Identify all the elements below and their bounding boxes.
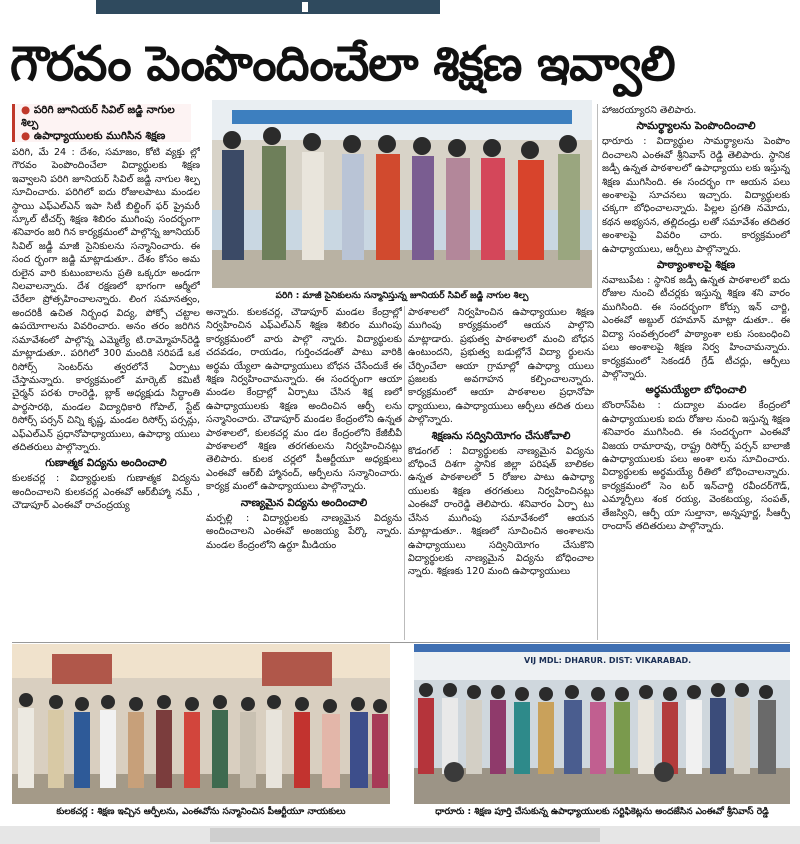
article-body-2: అన్నారు. కులకచర్ల, చౌడాపూర్ మండల కేంద్రాల్లో నిర్వహించిన ఎఫ్‌ఎల్‌ఎన్ శిక్షణ శిబిరం ముగింపు కార్యక్రమంలో వారు పాల్గొ న్నారు. విద్యార్థులకు చదవడం, రాయడం, గుర్తించడంతో పాటు వారికి అర్థమ య్యేలా ఉపాధ్యాయులు బోధన చేసేందుకే ఈ శిక్షణ నిర్వహించామన్నారు. ఈ సందర్భంగా ఆయా మండల కేంద్రాల్లో ఏర్పాటు చేసిన శిక్ష ణలో ఉపాధ్యాయులకు శిక్షణ అందించిన ఆర్పీ లను సన్మానించారు. చౌడాపూర్ మండల కేంద్రంలోని ఉన్నత పాఠశాలలో, కులకచర్ల మం డల కేంద్రంలోని కేజీబీవీ పాఠశాలలో శిక్షణ తరగతులను నిర్వహించినట్లు తెలిపారు. కులక చర్లలో పీఆర్టీయూ అధ్యక్షులు ఎంఈవో ఆర్‌బీ హ్మానంద్, ఆర్పీలను సన్మానించారు. కార్యక్ర మంలో ఉపాధ్యాయులు పాల్గొన్నారు.: [206, 307, 402, 493]
next-article-strip: [0, 826, 800, 844]
group-photo-kulakacharla: [12, 644, 390, 804]
masthead-mark: [302, 2, 308, 12]
column-divider: [404, 306, 405, 640]
subhead-bomraspet: అర్థమయ్యేలా బోధించాలి: [645, 384, 747, 397]
kicker-box: [12, 104, 191, 142]
kicker-line-2: [15, 130, 191, 143]
bullet-icon: ●: [21, 130, 34, 142]
article-body-marpalli: మర్పల్లి : విద్యార్థులకు నాణ్యమైన విద్యను అందించాలని ఎంఈవో అంజయ్య పేర్కొ న్నారు. మండల కేంద్రంలోని ఉర్దూ మీడియం: [206, 512, 402, 551]
subhead-kulakacharla: గుణాత్మక విద్యను అందించాలి: [45, 457, 167, 470]
kicker-text-2: ఉపాధ్యాయులకు ముగిసిన శిక్షణ: [33, 130, 166, 142]
article-body-nawabpet: నవాబుపేట : స్థానిక జడ్పీ ఉన్నత పాఠశాలలో ఐదు రోజుల నుంచి టీచర్లకు ఇస్తున్న శిక్షణ శని వారం ముగిసింది. ఈ సందర్భంగా కోర్సు ఇన్ చార్జి, ఎంఈవో అబ్దుల్ రహమాన్ మాట్లా డుతూ.. ఈ విద్యా సంవత్సరంలో పాఠ్యాంశా లకు సంబంధించి పలు అంశాలపై శిక్షణ నిర్వ హించామన్నారు. కార్యక్రమంలో సెకండరీ గ్రేడ్ టీచర్లు, ఆర్పీలు పాల్గొన్నారు.: [602, 275, 790, 380]
photo-top: [212, 100, 592, 288]
masthead-strip: [96, 0, 440, 14]
group-photo-felicitation: [212, 100, 592, 288]
article-column-1: [12, 146, 200, 640]
photo-bottom-right: [414, 644, 790, 804]
subhead-dharur: సామర్థ్యాలను పెంపొందించాలి: [636, 120, 756, 133]
article-intro: పరిగి, మే 24 : దేశం, సమాజం, కోటి వ్యక్తు ల్లో గౌరవం పెంపొందించేలా విద్యార్థులకు శిక్షణ ఇవ్వాలని పరిగి జూనియర్ సివిల్ జడ్జి నాగుల శిల్ప సూచించారు. పరిగిలో ఐదు రోజులపాటు మండల స్థాయి ఎఫ్‌ఎల్‌ఎన్ ఇపా సిటీ బిల్డింగ్ ఫర్ ప్రైమరీ స్కూల్ టీచర్స్ శిక్షణ శిబిరం ముగింపు సందర్భంగా శనివారం జరి గిన కార్యక్రమంలో పాల్గొన్న జూనియర్ సివిల్ జడ్జీ మాజీ సైనికులను సన్మానించారు. ఈ సంద ర్భంగా జడ్జి మాట్లాడుతూ.. దేశం కోసం అమ రులైన వారి కుటుంబాలను ప్రతి ఒక్కరూ అండగా నిలవాలన్నారు. దేశ రక్షణలో భాగంగా ఆర్మీలో చేరేలా ప్రోత్సహించాలన్నారు. లింగ సమానత్వం, అందరికీ ఉచిత నిర్బంధ విద్య, పోక్సో చట్టాల ఉపయోగాలను వివరించారు. అనం తరం జరిగిన సమావేశంలో పాల్గొన్న ఎమ్మెల్యే టి.రామ్మోహన్‌రెడ్డి మాట్లాడుతూ.. పరిగిలో 300 మందికి సరిపడే ఒక రిసోర్స్ సెంటర్‌ను త్వరలోనే ఏర్పాటు చేస్తామన్నారు. కార్యక్రమంలో మార్కెట్ కమిటీ చైర్మన్ పరశు రాంరెడ్డి, బ్లాక్ అధ్యక్షుడు సిద్ధాంతి పార్థసారథి, మండల విద్యాధికారి గోపాల్, స్టేట్ రిసోర్స్ పర్సన్ చిన్ని కృష్ణ, మండల రిసోర్స్ పర్సన్లు, ఎఫ్‌ఎల్‌ఎన్ ప్రధానోపాధ్యాయులు, ఉపాధ్యా యులు తదితరులు పాల్గొన్నారు.: [12, 147, 200, 453]
article-body-dharur: ధారూరు : విద్యార్థుల సామర్థ్యాలను పెంపొం దించాలని ఎంఈవో శ్రీనివాస్ రెడ్డి తెలిపారు. స్థానిక జడ్పీ ఉన్నత పాఠశాలలో ఉపాధ్యాయు లకు ఇస్తున్న శిక్షణ ముగిసింది. ఈ సందర్భం గా ఆయన పలు అంశాలపై సూచనలు ఇచ్చారు. విద్యార్థులకు చక్కగా బోధించాలన్నారు. పిల్లల ప్రగతి నమోదు, కథన అభ్యసన, తల్లిదండ్రు లతో సమావేశం తదితర అంశాలపై వివరిం చారు. కార్యక్రమంలో ఉపాధ్యాయులు, ఆర్పీలు పాల్గొన్నారు.: [602, 136, 790, 255]
article-body-3: పాఠశాలలో నిర్వహించిన ఉపాధ్యాయుల శిక్షణ ముగింపు కార్యక్రమంలో ఆయన పాల్గొని మాట్లాడారు. ప్రభుత్వ పాఠశాలలో మంచి బోధన ఉంటుందని, ప్రభుత్వ బడుల్లోనే విద్యా ర్థులను చేర్పించేలా ఆయా గ్రామాల్లో ఉపాధ్యా యులు ప్రజలకు అవగాహన కల్పించాలన్నారు. కార్యక్రమంలో ఆయా పాఠశాలల ప్రధానోపా ధ్యాయులు, ఉపాధ్యాయులు ఆర్పీలు తదిత రులు పాల్గొన్నారు.: [408, 307, 594, 426]
photo-bottom-left-caption: కులకచర్ల : శిక్షణ ఇచ్చిన ఆర్పీలను, ఎంఈవోను సన్మానించిన పీఆర్టీయూ నాయకులు: [12, 806, 390, 818]
subhead-marpalli: నాణ్యమైన విద్యను అందించాలి: [240, 496, 368, 509]
column-divider: [597, 104, 598, 640]
next-article-bar: [210, 828, 600, 842]
kicker-line-1: [15, 104, 191, 130]
article-column-4: [602, 104, 790, 640]
article-body-kodangal: కొడంగల్ : విద్యార్థులకు నాణ్యమైన విద్యను బోధించే దిశగా స్థానిక జిల్లా పరిషత్ బాలికల ఉన్నత పాఠశాలలో 5 రోజుల పాటు ఉపాధ్యా యులకు శిక్షణ తరగతులు నిర్వహించినట్లు ఎంఈవో రాంరెడ్డి తెలిపారు. శనివారం ఏర్పా టు చేసిన ముగింపు సమావేశంలో ఆయన మాట్లాడుతూ.. శిక్షణలో సూచించిన అంశాలను ఉపాధ్యాయులు సద్వినియోగం చేసుకొని విద్యార్థులకు నాణ్యమైన విద్యను బోధించాల న్నారు. శిక్షణకు 120 మంది ఉపాధ్యాయులు: [408, 445, 594, 578]
kicker-text-1: పరిగి జూనియర్ సివిల్ జడ్జి నాగుల శిల్ప: [21, 104, 175, 129]
article-body-kulakacharla: కులకచర్ల : విద్యార్థులకు గుణాత్మక విద్యను అందించాలని కులకచర్ల ఎంఈవో ఆర్‌బీహ్మా నమ్ , చౌడాపూర్ ఎంఈవో రాచంద్రయ్య: [12, 473, 200, 512]
photo-bottom-left: [12, 644, 390, 804]
article-column-2: [206, 306, 402, 640]
photo-sign-dharur: VIJ MDL: DHARUR. DIST: VIKARABAD.: [524, 656, 692, 665]
headline: గౌరవం పెంపొందించేలా శిక్షణ ఇవ్వాలి: [10, 36, 675, 92]
subhead-nawabpet: పాఠ్యాంశాలపై శిక్షణ: [656, 259, 736, 272]
photo-top-caption: పరిగి : మాజీ సైనికులను సన్మానిస్తున్న జూనియర్ సివిల్ జడ్జి నాగుల శిల్ప: [212, 290, 592, 302]
photo-bottom-right-caption: ధారూరు : శిక్షణ పూర్తి చేసుకున్న ఉపాధ్యాయులకు సర్టిఫికెట్లను అందజేసిన ఎంఈవో శ్రీనివాస్ రెడ్డి: [414, 806, 790, 818]
section-divider: [12, 642, 790, 643]
article-column-3: [408, 306, 594, 640]
article-body-bomraspet: బొంరాస్‌పేట : దుద్యాల మండల కేంద్రంలో ఉపాధ్యాయులకు ఐదు రోజుల నుంచి ఇస్తున్న శిక్షణ శనివారం ముగిసింది. ఈ సందర్భంగా ఎంఈవో విజయ రామారావు, రాష్ట్ర రిసోర్స్ పర్సన్ బాలాజీ ఉపాధ్యాయులకు పలు అంశా లను సూచించారు. విద్యార్థులకు అర్థమయ్యే రీతిలో బోధించాలన్నారు. కార్యక్రమంలో సెం టర్ ఇన్‌చార్జి రవీందర్‌గౌడ్, ఎమ్మార్పీలు శంక రయ్య, వెంకటయ్య, సంపత్, తేజస్విని, ఆర్పీ యా సుల్తానా, అన్నపూర్ణ, సీఆర్పీ రాందాస్ తదితరులు పాల్గొన్నారు.: [602, 400, 790, 532]
group-photo-dharur: [414, 644, 790, 804]
bullet-icon: ●: [21, 104, 34, 116]
subhead-kodangal: శిక్షణను సద్వినియోగం చేసుకోవాలి: [431, 429, 571, 442]
article-body-4-lead: హాజరయ్యారని తెలిపారు.: [602, 105, 697, 116]
